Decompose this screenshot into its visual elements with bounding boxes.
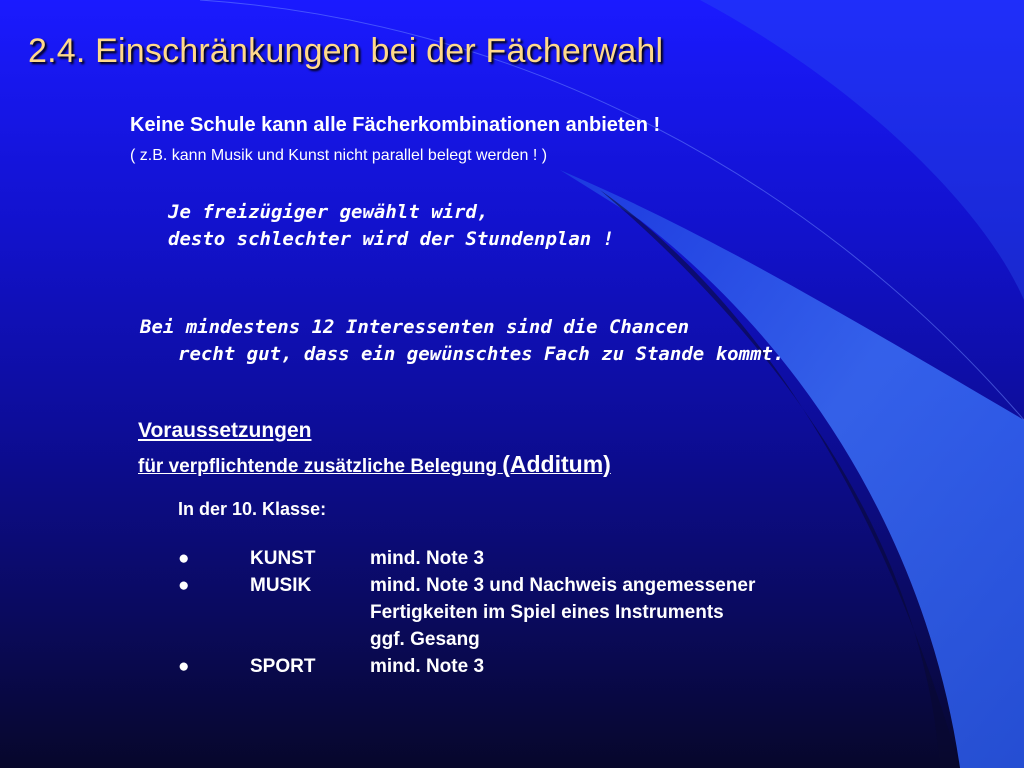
requirements-subtitle bbox=[138, 451, 611, 478]
requirements-title: Voraussetzungen bbox=[138, 419, 312, 442]
grade-label: In der 10. Klasse: bbox=[178, 499, 327, 519]
subject-requirement bbox=[370, 653, 870, 680]
requirement-line: Fertigkeiten im Spiel eines Instruments bbox=[370, 602, 724, 623]
requirement-line: mind. Note 3 bbox=[370, 548, 485, 569]
slide-title: 2.4. Einschränkungen bei der Fächerwahl bbox=[28, 32, 664, 70]
requirement-line: mind. Note 3 und Nachweis angemessener bbox=[370, 575, 756, 596]
bullet-icon: ● bbox=[178, 575, 190, 596]
subject-name: SPORT bbox=[250, 656, 316, 677]
subject-name: KUNST bbox=[250, 548, 316, 569]
requirement-line: mind. Note 3 bbox=[370, 656, 485, 677]
bullet-icon: ● bbox=[178, 548, 190, 569]
subject-name: MUSIK bbox=[250, 575, 312, 596]
additum-label: (Additum) bbox=[502, 451, 611, 477]
subject-requirement bbox=[370, 572, 870, 653]
requirement-line: ggf. Gesang bbox=[370, 629, 480, 650]
bullet-icon: ● bbox=[178, 656, 190, 677]
subject-requirement bbox=[370, 545, 870, 572]
list-item bbox=[174, 653, 874, 680]
list-item bbox=[174, 572, 874, 653]
hint-line-1: Bei mindestens 12 Interessenten sind die Chancen bbox=[140, 316, 690, 338]
list-item bbox=[174, 545, 874, 572]
hint-line-2: recht gut, dass ein gewünschtes Fach zu Stande kommt. bbox=[178, 343, 785, 365]
quote-line-2: desto schlechter wird der Stundenplan ! bbox=[168, 228, 615, 250]
intro-example: ( z.B. kann Musik und Kunst nicht parallel belegt werden ! ) bbox=[130, 147, 548, 164]
subject-requirements-list bbox=[174, 545, 874, 680]
requirements-subtitle-text: für verpflichtende zusätzliche Belegung bbox=[138, 456, 503, 477]
quote-line-1: Je freizügiger gewählt wird, bbox=[168, 201, 489, 223]
intro-statement: Keine Schule kann alle Fächerkombinationen anbieten ! bbox=[130, 114, 661, 136]
